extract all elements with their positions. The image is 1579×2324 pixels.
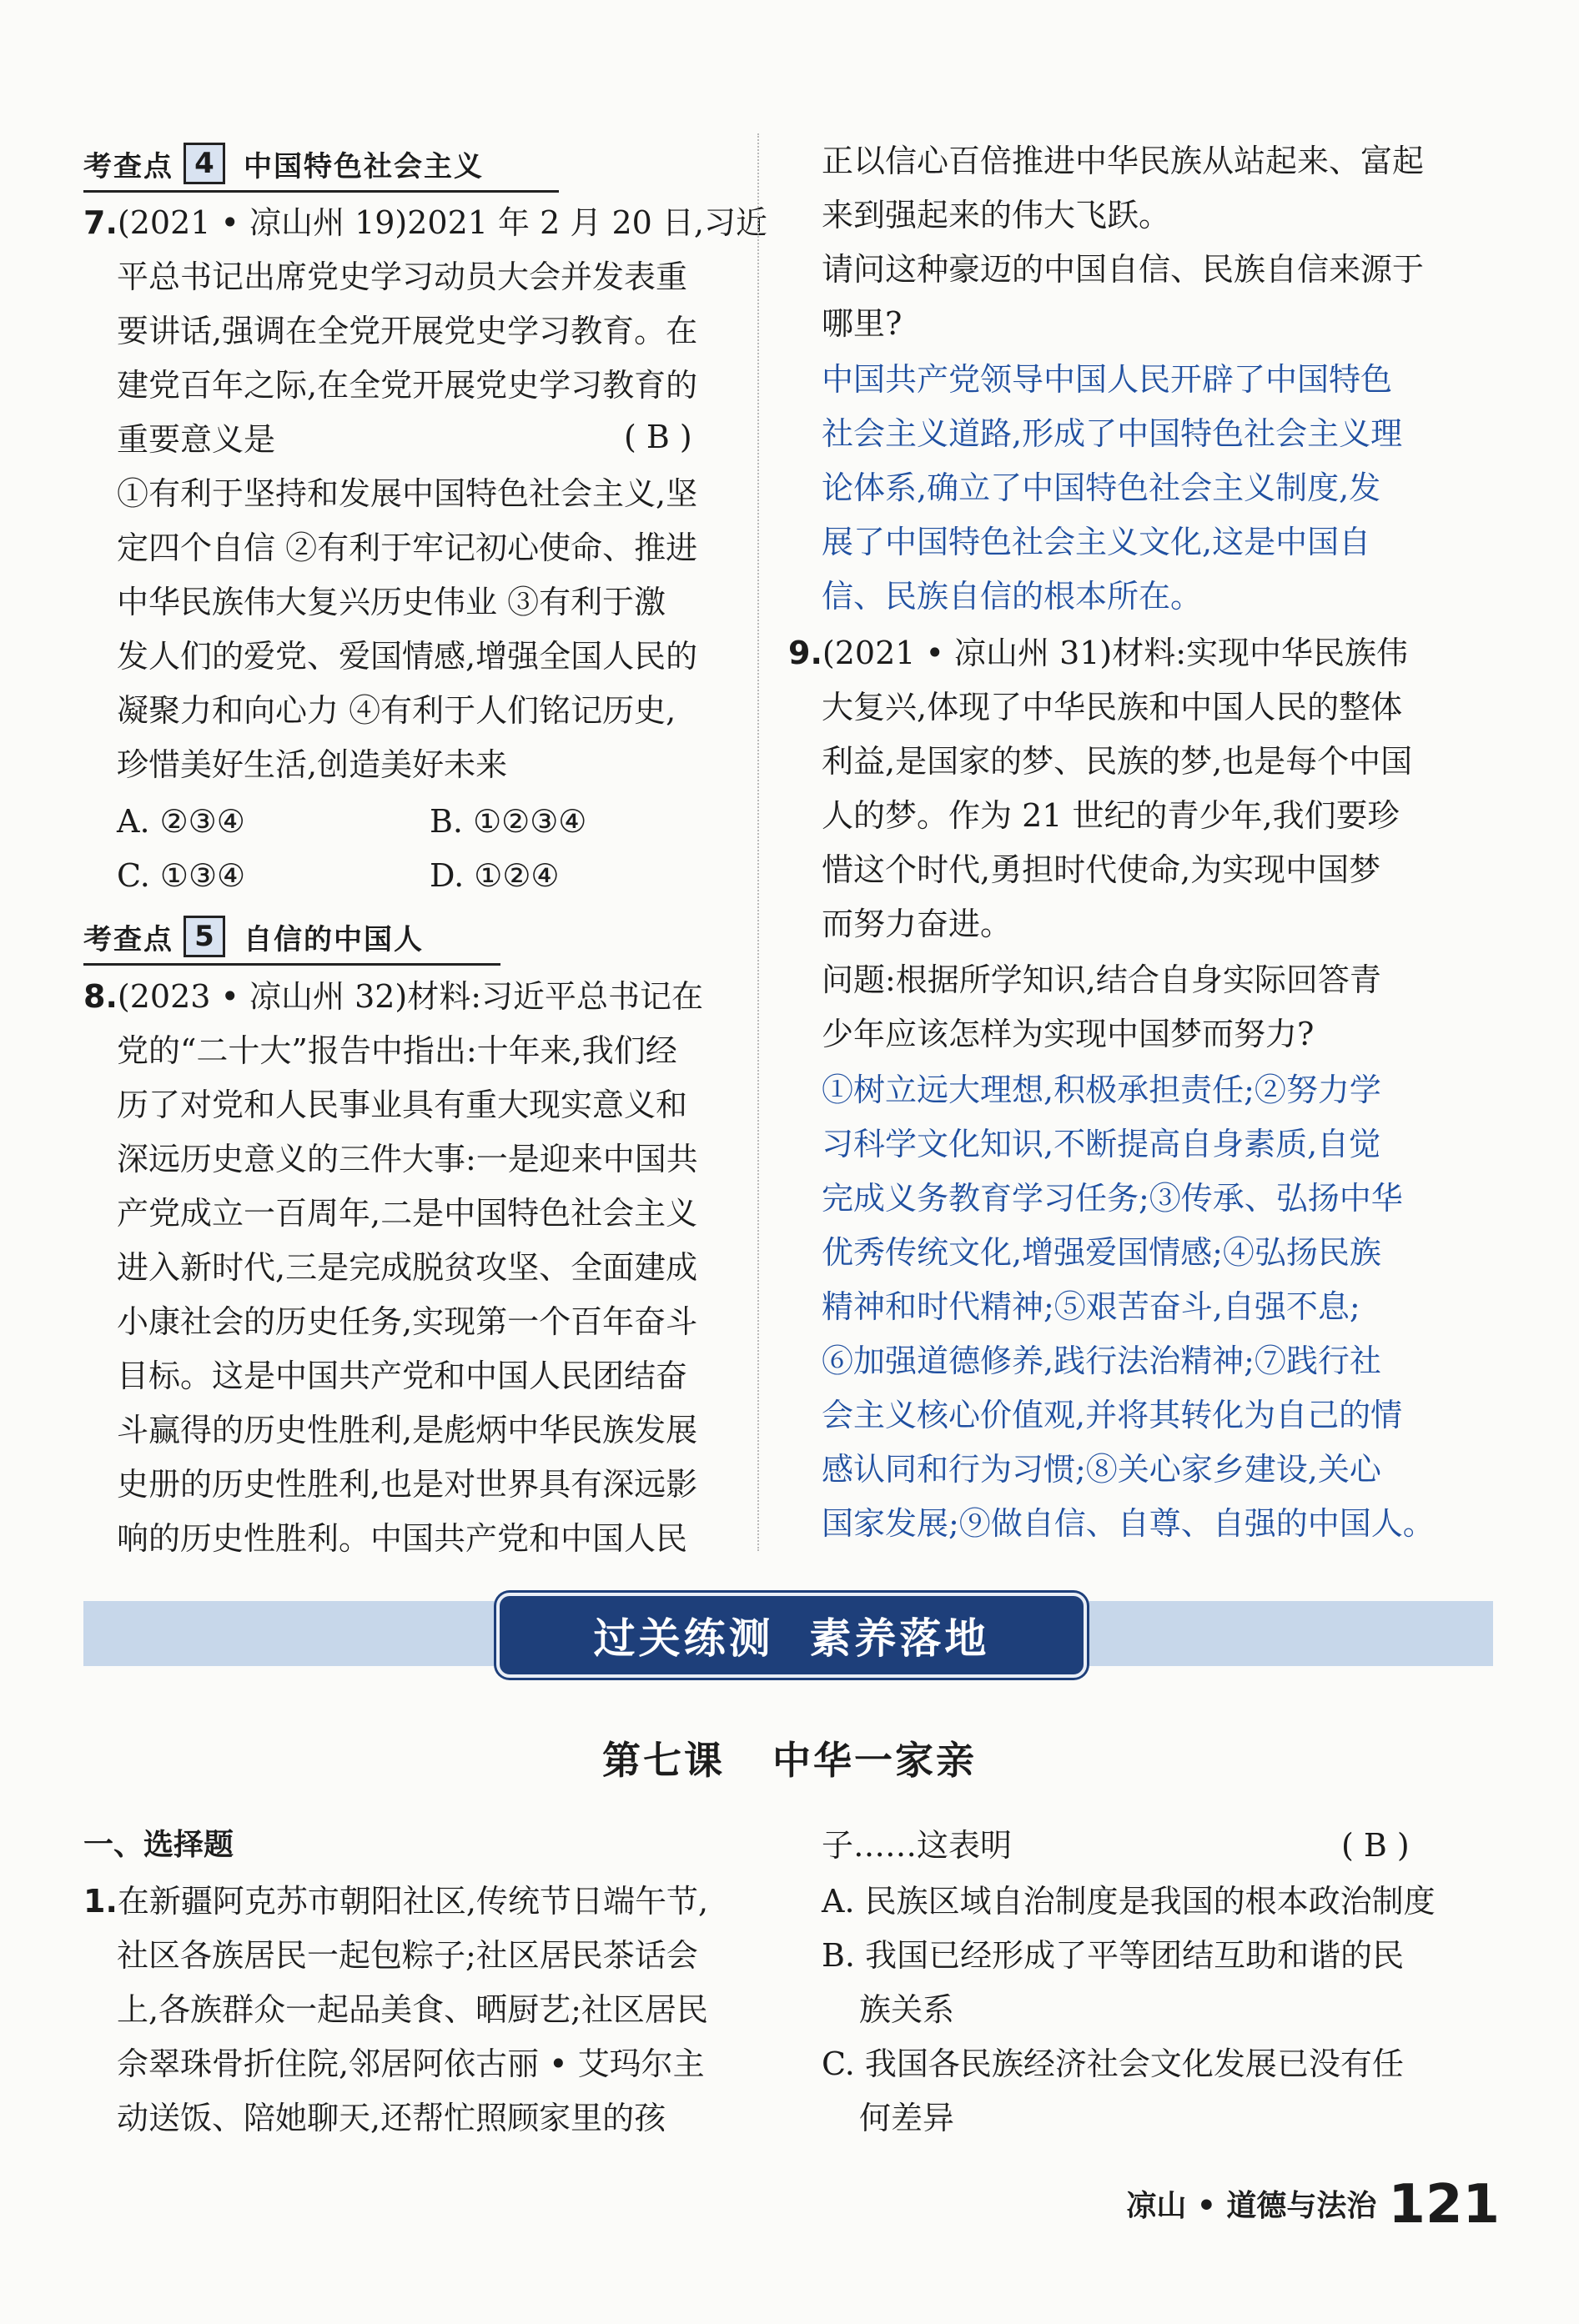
q1-option-c-cont: 何差异 <box>859 2100 955 2136</box>
q1-line-5: 动送饭、陪她聊天,还帮忙照顾家里的孩 <box>117 2100 666 2136</box>
q9-answer-line-3: 完成义务教育学习任务;③传承、弘扬中华 <box>822 1180 1403 1217</box>
q9-line-5: 惜这个时代,勇担时代使命,为实现中国梦 <box>822 851 1381 888</box>
q8-line-4: 深远历史意义的三件大事:一是迎来中国共 <box>117 1141 698 1177</box>
kaochadian-4-header <box>83 140 559 193</box>
q1-line-4: 佘翠珠骨折住院,邻居阿依古丽 • 艾玛尔主 <box>117 2045 705 2082</box>
q7-line-4: 建党百年之际,在全党开展党史学习教育的 <box>117 367 698 404</box>
q9-line-4: 人的梦。作为 21 世纪的青少年,我们要珍 <box>822 797 1400 834</box>
q9-answer-line-7: 会主义核心价值观,并将其转化为自己的情 <box>822 1397 1403 1433</box>
kaochadian-topic: 中国特色社会主义 <box>244 149 484 183</box>
q8-cont-line-3: 请问这种豪迈的中国自信、民族自信来源于 <box>822 251 1425 288</box>
kaochadian-label: 考查点 <box>83 149 173 183</box>
page-footer <box>1126 2174 1500 2236</box>
section-title: 一、选择题 <box>83 1828 234 1862</box>
q7-option-d: D. ①②④ <box>430 857 560 894</box>
column-divider <box>757 133 759 1551</box>
q1-option-c: C. 我国各民族经济社会文化发展已没有任 <box>822 2045 1404 2082</box>
q7-statement-5: 凝聚力和向心力 ④有利于人们铭记历史, <box>117 692 676 729</box>
lesson-title: 第七课 中华一家亲 <box>601 1738 978 1783</box>
q8-line-8: 目标。这是中国共产党和中国人民团结奋 <box>117 1358 688 1394</box>
q7-statement-2: 定四个自信 ②有利于牢记初心使命、推进 <box>117 530 698 566</box>
banner-title: 过关练测 素养落地 <box>593 1614 990 1663</box>
q7-option-b: B. ①②③④ <box>430 803 587 840</box>
q8-line-7: 小康社会的历史任务,实现第一个百年奋斗 <box>117 1303 698 1340</box>
q8-cont-line-2: 来到强起来的伟大飞跃。 <box>822 197 1171 233</box>
q1-line-2: 社区各族居民一起包粽子;社区居民茶话会 <box>117 1937 698 1974</box>
q9-line-6: 而努力奋进。 <box>822 906 1013 942</box>
q9-answer-line-2: 习科学文化知识,不断提高自身素质,自觉 <box>822 1126 1381 1162</box>
q9-line-1: 9.(2021 • 凉山州 31)材料:实现中华民族伟 <box>788 635 1409 671</box>
q9-answer-line-9: 国家发展;⑨做自信、自尊、自强的中国人。 <box>822 1505 1435 1542</box>
q7-statement-1: ①有利于坚持和发展中国特色社会主义,坚 <box>117 475 698 512</box>
q7-line-5: 重要意义是 <box>117 421 276 458</box>
q8-answer-line-4: 展了中国特色社会主义文化,这是中国自 <box>822 524 1371 560</box>
q9-answer-line-1: ①树立远大理想,积极承担责任;②努力学 <box>822 1072 1381 1108</box>
q8-line-3: 历了对党和人民事业具有重大现实意义和 <box>117 1087 688 1123</box>
q8-number: 8. <box>83 978 118 1015</box>
q9-line-2: 大复兴,体现了中华民族和中国人民的整体 <box>822 689 1403 725</box>
q9-answer-line-8: 感认同和行为习惯;⑧关心家乡建设,关心 <box>822 1451 1381 1488</box>
q7-statement-4: 发人们的爱党、爱国情感,增强全国人民的 <box>117 638 698 675</box>
q9-number: 9. <box>788 635 822 671</box>
q8-answer-line-2: 社会主义道路,形成了中国特色社会主义理 <box>822 415 1403 452</box>
q7-option-c: C. ①③④ <box>117 857 246 894</box>
q7-number: 7. <box>83 204 118 241</box>
q7-statement-3: 中华民族伟大复兴历史伟业 ③有利于激 <box>117 584 666 620</box>
q8-line-1: 8.(2023 • 凉山州 32)材料:习近平总书记在 <box>83 978 704 1015</box>
q1-line-3: 上,各族群众一起品美食、晒厨艺;社区居民 <box>117 1991 708 2028</box>
q9-answer-line-4: 优秀传统文化,增强爱国情感;④弘扬民族 <box>822 1234 1381 1271</box>
q8-line-6: 进入新时代,三是完成脱贫攻坚、全面建成 <box>117 1249 698 1286</box>
q7-line-3: 要讲话,强调在全党开展党史学习教育。在 <box>117 313 698 349</box>
kaochadian-number: 4 <box>184 143 225 184</box>
q7-statement-6: 珍惜美好生活,创造美好未来 <box>117 746 508 783</box>
q8-answer-line-5: 信、民族自信的根本所在。 <box>822 578 1203 615</box>
q8-line-10: 史册的历史性胜利,也是对世界具有深远影 <box>117 1466 698 1503</box>
q8-line-9: 斗赢得的历史性胜利,是彪炳中华民族发展 <box>117 1412 698 1448</box>
q7-answer: ( B ) <box>624 419 692 455</box>
kaochadian-label: 考查点 <box>83 922 173 956</box>
q7-line-2: 平总书记出席党史学习动员大会并发表重 <box>117 259 688 295</box>
q8-cont-line-1: 正以信心百倍推进中华民族从站起来、富起 <box>822 143 1425 179</box>
q1-option-b: B. 我国已经形成了平等团结互助和谐的民 <box>822 1937 1405 1974</box>
page-number: 121 <box>1388 2174 1500 2236</box>
kaochadian-topic: 自信的中国人 <box>244 922 424 956</box>
q8-answer-line-1: 中国共产党领导中国人民开辟了中国特色 <box>822 361 1393 398</box>
footer-book-label: 凉山 • 道德与法治 <box>1126 2189 1377 2223</box>
q1-option-b-cont: 族关系 <box>859 1991 955 2028</box>
q9-line-8: 少年应该怎样为实现中国梦而努力? <box>822 1016 1315 1052</box>
q7-option-a: A. ②③④ <box>117 803 245 840</box>
section-banner <box>83 1601 1493 1666</box>
q1-option-a: A. 民族区域自治制度是我国的根本政治制度 <box>822 1883 1436 1920</box>
q1-answer: ( B ) <box>1341 1827 1410 1864</box>
q9-answer-line-5: 精神和时代精神;⑤艰苦奋斗,自强不息; <box>822 1288 1360 1325</box>
q7-line-1: 7.(2021 • 凉山州 19)2021 年 2 月 20 日,习近 <box>83 204 767 241</box>
q1-number: 1. <box>83 1883 118 1920</box>
q8-cont-line-4: 哪里? <box>822 305 903 342</box>
kaochadian-number: 5 <box>184 916 225 957</box>
q8-line-2: 党的“二十大”报告中指出:十年来,我们经 <box>117 1032 677 1069</box>
q1-line-1: 1.在新疆阿克苏市朝阳社区,传统节日端午节, <box>83 1883 709 1920</box>
banner-title-box <box>496 1593 1087 1678</box>
q9-answer-line-6: ⑥加强道德修养,践行法治精神;⑦践行社 <box>822 1343 1381 1379</box>
q1-cont-line: 子……这表明 <box>822 1827 1013 1864</box>
q8-line-5: 产党成立一百周年,二是中国特色社会主义 <box>117 1195 698 1232</box>
q9-line-7: 问题:根据所学知识,结合自身实际回答青 <box>822 961 1381 998</box>
q8-answer-line-3: 论体系,确立了中国特色社会主义制度,发 <box>822 469 1381 506</box>
kaochadian-5-header <box>83 913 500 966</box>
q9-line-3: 利益,是国家的梦、民族的梦,也是每个中国 <box>822 743 1413 780</box>
q8-line-11: 响的历史性胜利。中国共产党和中国人民 <box>117 1520 688 1557</box>
